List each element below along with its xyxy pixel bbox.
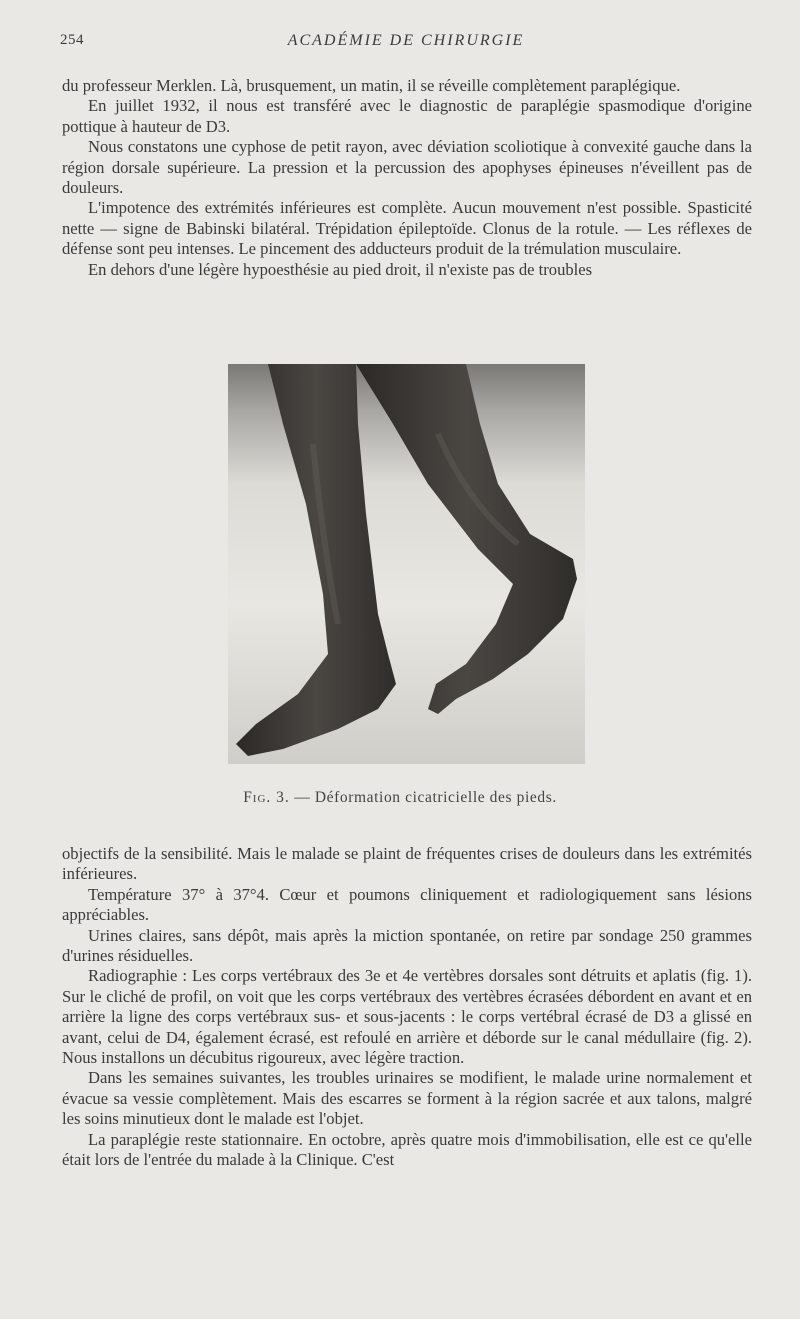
figure-label: Fig. 3. xyxy=(243,789,290,806)
running-title: ACADÉMIE DE CHIRURGIE xyxy=(287,32,525,49)
paragraph: Nous constatons une cyphose de petit rayon, avec déviation scoliotique à convexité gauche dans la région dorsale supérieure. La pression et la percussion des apophyses épineuses n'éveillent pas de douleurs. xyxy=(62,137,752,198)
paragraph: Température 37° à 37°4. Cœur et poumons cliniquement et radiologiquement sans lésions appréciables. xyxy=(62,884,752,925)
body-text-top xyxy=(62,76,752,280)
paragraph: Radiographie : Les corps vertébraux des 3e et 4e vertèbres dorsales sont détruits et aplatis (fig. 1). Sur le cliché de profil, on voit que les corps vertébraux des vertèbres écrasées débordent en avant et en arrière la ligne des corps vertébraux sus- et sous-jacents : le corps vertébral écrasé de D3 a glissé en avant, celui de D4, également écrasé, est refoulé en arrière et déborde sur le canal médullaire (fig. 2). Nous installons un décubitus rigoureux, avec légère traction. xyxy=(62,966,752,1068)
paragraph: La paraplégie reste stationnaire. En octobre, après quatre mois d'immobilisation, elle est ce qu'elle était lors de l'entrée du malade à la Clinique. C'est xyxy=(62,1129,752,1170)
paragraph: En dehors d'une légère hypoesthésie au pied droit, il n'existe pas de troubles xyxy=(88,259,593,279)
figure-caption-text: — Déformation cicatricielle des pieds. xyxy=(294,789,557,806)
paragraph: Urines claires, sans dépôt, mais après la miction spontanée, on retire par sondage 250 grammes d'urines résiduelles. xyxy=(62,925,752,966)
paragraph: Dans les semaines suivantes, les troubles urinaires se modifient, le malade urine normalement et évacue sa vessie complètement. Mais des escarres se forment à la région sacrée et aux talons, malgré les soins minutieux dont le malade est l'objet. xyxy=(62,1068,752,1129)
paragraph: du professeur Merklen. Là, brusquement, un matin, il se réveille complètement paraplégique. xyxy=(62,76,681,95)
figure-photo-feet xyxy=(228,364,585,764)
feet-photograph xyxy=(228,364,585,764)
figure-caption xyxy=(0,789,800,807)
paragraph: objectifs de la sensibilité. Mais le malade se plaint de fréquentes crises de douleurs dans les extrémités inférieures. xyxy=(62,844,752,884)
page-number: 254 xyxy=(60,32,84,48)
paragraph: L'impotence des extrémités inférieures est complète. Aucun mouvement n'est possible. Spasticité nette — signe de Babinski bilatéral. Trépidation épileptoïde. Clonus de la rotule. — Les réflexes de défense sont peu intenses. Le pincement des adducteurs produit de la trémulation musculaire. xyxy=(62,198,752,259)
paragraph: En juillet 1932, il nous est transféré avec le diagnostic de paraplégie spasmodique d'origine pottique à hauteur de D3. xyxy=(62,96,752,136)
body-text-bottom xyxy=(62,844,752,1171)
page-header xyxy=(60,32,752,54)
